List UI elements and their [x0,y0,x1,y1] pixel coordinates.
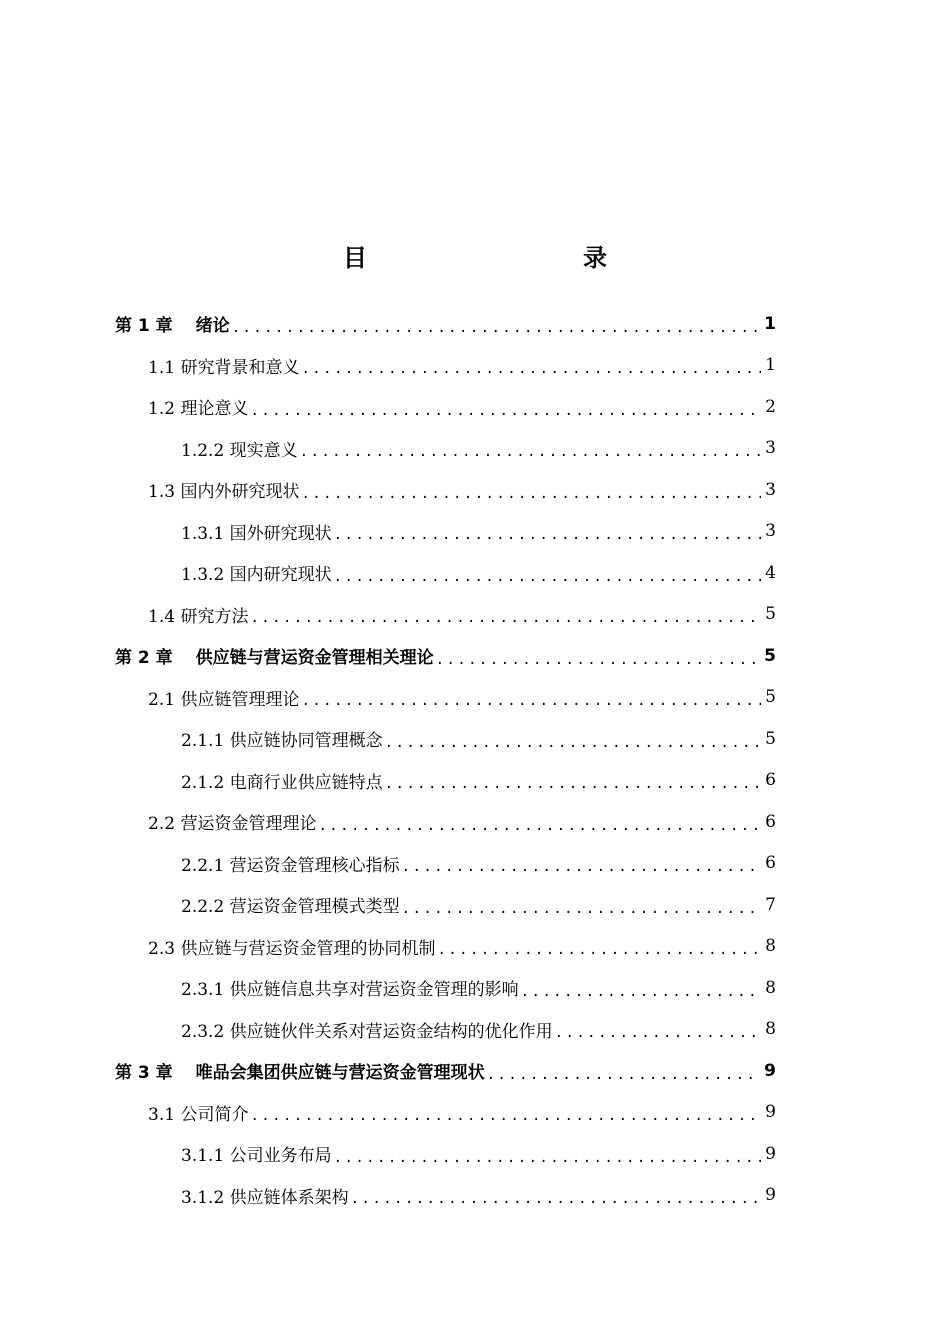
toc-page-number: 5 [765,604,776,625]
toc-entry[interactable] [0,1092,950,1134]
toc-dot-leader [385,736,762,760]
toc-dot-leader [250,1109,761,1133]
toc-dot-leader [402,860,762,884]
toc-dot-leader [301,487,761,511]
toc-dot-leader [318,819,761,843]
toc-entry-text: 1.3 国内外研究现状 [148,482,300,503]
toc-entry[interactable] [0,801,950,843]
toc-entry[interactable] [0,303,950,345]
toc-entry-text: 2.3 供应链与营运资金管理的协同机制 [148,938,436,959]
toc-page-number: 5 [765,687,776,708]
toc-page-number: 4 [765,562,776,583]
toc-dot-leader [385,777,762,801]
toc-dot-leader [334,570,762,594]
toc-dot-leader [250,404,761,428]
toc-entry-text: 第 2 章 供应链与营运资金管理相关理论 [115,648,434,669]
toc-entry[interactable] [0,594,950,636]
toc-entry[interactable] [0,677,950,719]
toc-entry-text: 1.2 理论意义 [148,399,249,420]
toc-entry-text: 1.2.2 现实意义 [181,440,298,461]
toc-entry[interactable] [0,386,950,428]
toc-entry[interactable] [0,345,950,387]
toc-entry-text: 2.3.1 供应链信息共享对营运资金管理的影响 [181,980,519,1001]
toc-dot-leader [487,1068,761,1092]
toc-dot-leader [437,943,761,967]
toc-page-number: 8 [765,977,776,998]
toc-entry[interactable] [0,635,950,677]
toc-entry[interactable] [0,718,950,760]
toc-entry-text: 2.1 供应链管理理论 [148,689,300,710]
toc-page-number: 2 [765,396,776,417]
toc-entry[interactable] [0,884,950,926]
toc-entry[interactable] [0,1050,950,1092]
toc-entry-text: 2.1.2 电商行业供应链特点 [181,772,383,793]
toc-dot-leader [232,321,761,345]
toc-dot-leader [436,653,761,677]
toc-page-number: 6 [765,811,776,832]
toc-entry[interactable] [0,511,950,553]
toc-page-number: 7 [765,894,776,915]
toc-page-number: 1 [764,313,776,334]
toc-dot-leader [301,362,761,386]
toc-page-number: 9 [765,1185,776,1206]
toc-dot-leader [521,985,762,1009]
toc-page-number: 8 [765,936,776,957]
toc-entry[interactable] [0,428,950,470]
toc-page-number: 9 [764,1060,776,1081]
toc-page-number: 5 [764,645,776,666]
toc-entry[interactable] [0,469,950,511]
toc-page-number: 3 [765,521,776,542]
toc-dot-leader [555,1026,762,1050]
toc-entry[interactable] [0,926,950,968]
toc-entry-text: 1.4 研究方法 [148,606,249,627]
toc-dot-leader [402,902,762,926]
toc-entry-text: 1.1 研究背景和意义 [148,357,300,378]
toc-dot-leader [334,1151,762,1175]
toc-page-number: 6 [765,770,776,791]
toc-dot-leader [301,694,761,718]
toc-dot-leader [250,611,761,635]
toc-entry-text: 第 1 章 绪论 [115,316,230,337]
toc-entry-text: 2.3.2 供应链伙伴关系对营运资金结构的优化作用 [181,1021,553,1042]
toc-entry-text: 2.1.1 供应链协同管理概念 [181,731,383,752]
toc-page-number: 3 [765,438,776,459]
toc-page-number: 5 [765,728,776,749]
toc-dot-leader [351,1192,762,1216]
toc-page-number: 8 [765,1019,776,1040]
toc-entry-text: 3.1.2 供应链体系架构 [181,1187,349,1208]
toc-entry-text: 2.2 营运资金管理理论 [148,814,317,835]
toc-page-number: 9 [765,1102,776,1123]
toc-entry-text: 1.3.1 国外研究现状 [181,523,332,544]
toc-entry[interactable] [0,1133,950,1175]
toc-entry[interactable] [0,967,950,1009]
toc-page-number: 6 [765,853,776,874]
toc-entry-text: 1.3.2 国内研究现状 [181,565,332,586]
toc-dot-leader [334,528,762,552]
toc-entry[interactable] [0,1175,950,1217]
toc-entry[interactable] [0,760,950,802]
toc-entry-text: 第 3 章 唯品会集团供应链与营运资金管理现状 [115,1063,485,1084]
toc-dot-leader [300,445,762,469]
toc-entry-text: 3.1.1 公司业务布局 [181,1146,332,1167]
toc-entry[interactable] [0,1009,950,1051]
toc-page-number: 9 [765,1143,776,1164]
table-of-contents [0,303,950,1216]
toc-entry[interactable] [0,843,950,885]
toc-page-number: 1 [765,355,776,376]
toc-title: 目 录 [343,244,663,272]
toc-page-number: 3 [765,479,776,500]
toc-entry-text: 2.2.1 营运资金管理核心指标 [181,855,400,876]
toc-entry-text: 2.2.2 营运资金管理模式类型 [181,897,400,918]
toc-entry-text: 3.1 公司简介 [148,1104,249,1125]
toc-entry[interactable] [0,552,950,594]
